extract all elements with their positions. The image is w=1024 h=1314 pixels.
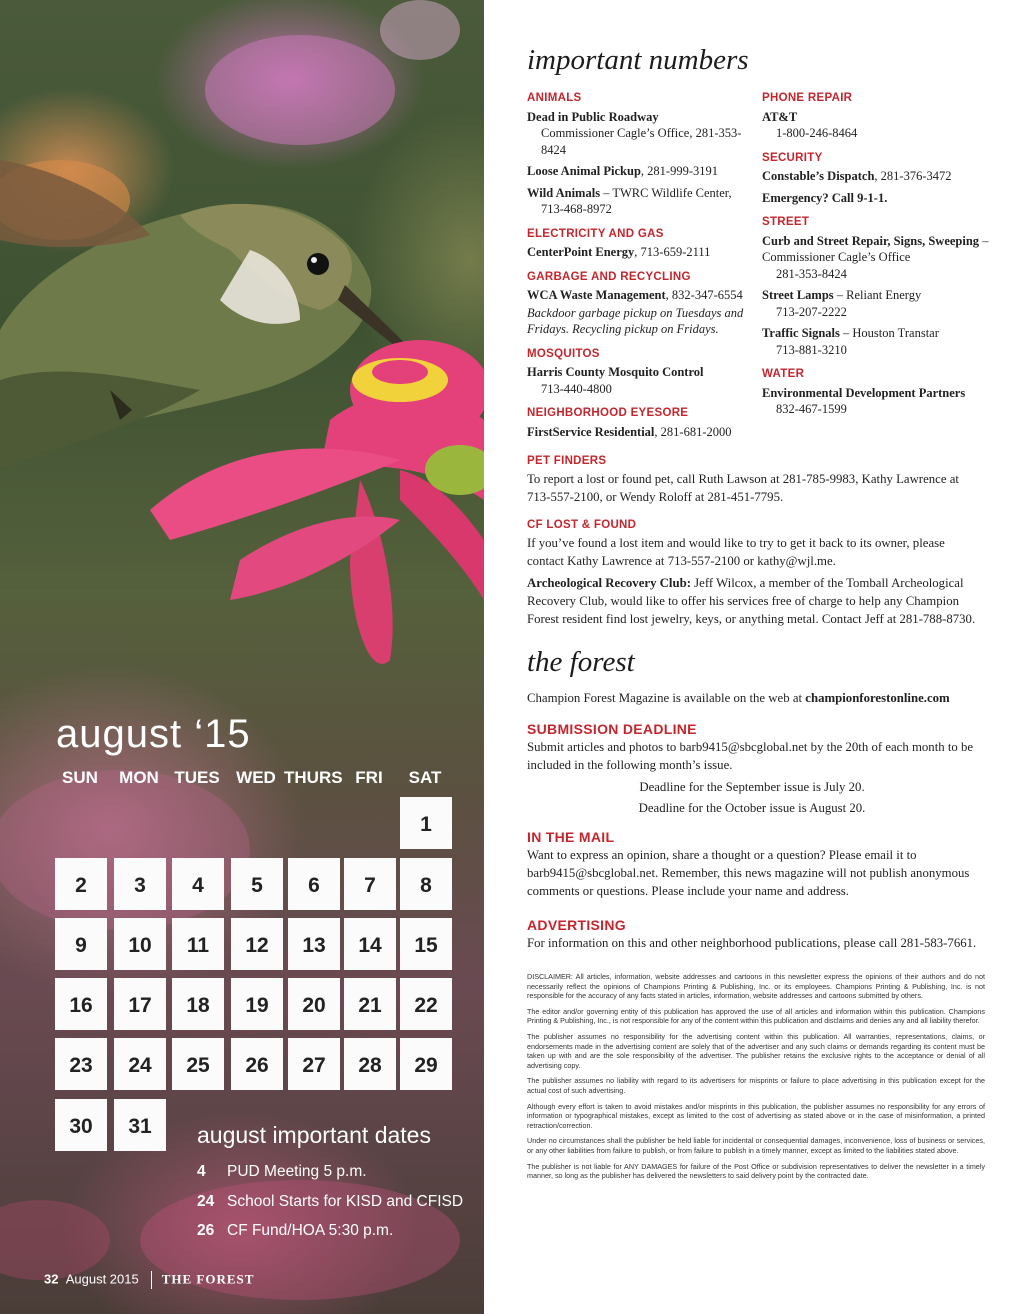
entry-name: Environmental Development Partners bbox=[762, 385, 966, 400]
entry-detail: , 281-376-3472 bbox=[874, 169, 952, 183]
category-heading: PHONE REPAIR bbox=[762, 92, 853, 104]
calendar-day: 7 bbox=[344, 858, 396, 910]
number-entry bbox=[762, 109, 1002, 142]
advertising-heading: ADVERTISING bbox=[527, 917, 626, 933]
number-entry bbox=[527, 163, 752, 180]
category-heading: STREET bbox=[762, 216, 810, 228]
entry-name: Loose Animal Pickup bbox=[527, 164, 641, 178]
recovery-club-block bbox=[527, 574, 977, 628]
entry-detail: – Houston Transtar bbox=[839, 326, 939, 340]
disclaimer-paragraph: Under no circumstances shall the publisher be held liable for incidental or consequential damages, inconvenience, loss of business or services, or any other liabilities from failure to publish, or from failure to publish in a timely manner, except as limited to the liabilities stated above. bbox=[527, 1136, 985, 1155]
number-entry bbox=[762, 190, 1002, 207]
category-heading: NEIGHBORHOOD EYESORE bbox=[527, 407, 689, 419]
entry-name: FirstService Residential bbox=[527, 424, 655, 439]
submission-block bbox=[527, 720, 977, 817]
category-heading: SECURITY bbox=[762, 151, 823, 164]
important-dates-title: august important dates bbox=[197, 1122, 431, 1148]
september-deadline: Deadline for the September issue is July 20. bbox=[639, 780, 865, 794]
number-category bbox=[527, 90, 752, 218]
entry-phone: 713-881-3210 bbox=[776, 342, 847, 357]
number-entry bbox=[527, 424, 752, 441]
calendar-day: 23 bbox=[55, 1038, 107, 1090]
entry-detail: – Commissioner Cagle’s Office bbox=[762, 233, 989, 264]
important-date-item bbox=[197, 1222, 393, 1240]
entry-detail: – TWRC Wildlife Center, bbox=[600, 185, 732, 200]
number-entry bbox=[527, 364, 752, 397]
entry-detail: , 832-347-6554 bbox=[665, 288, 743, 302]
category-heading: MOSQUITOS bbox=[527, 347, 600, 360]
pet-finders-text: To report a lost or found pet, call Ruth Lawson at 281-785-9983, Kathy Lawrence at 713-557-2100, or Wendy Roloff at 281-451-7795. bbox=[527, 472, 959, 504]
entry-phone: 1-800-246-8464 bbox=[776, 126, 858, 140]
lost-found-heading: CF LOST & FOUND bbox=[527, 519, 637, 531]
mail-text: Want to express an opinion, share a thought or a question? Please email it to barb9415@sbcglobal.net. Remember, this news magazine will not publish anonymous comments or questions. Please include your name and address. bbox=[527, 848, 970, 898]
entry-name: Street Lamps bbox=[762, 288, 834, 302]
number-category bbox=[527, 346, 752, 398]
calendar-day: 17 bbox=[114, 978, 166, 1030]
calendar-month-title: august ‘15 bbox=[56, 712, 251, 756]
calendar-day: 9 bbox=[55, 918, 107, 970]
calendar-day: 1 bbox=[400, 797, 452, 849]
advertising-text: For information on this and other neighborhood publications, please call 281-583-7661. bbox=[527, 936, 977, 950]
entry-detail: – Reliant Energy bbox=[833, 288, 922, 302]
calendar-day: 27 bbox=[288, 1038, 340, 1090]
pet-finders-block bbox=[527, 452, 977, 506]
recovery-club-label: Archeological Recovery Club: bbox=[527, 576, 691, 590]
page-footer bbox=[44, 1271, 254, 1289]
disclaimer-paragraph: The publisher assumes no liability with regard to its advertisers for misprints or failure to place advertising in this publication except for the actual cost of such advertising. bbox=[527, 1076, 985, 1095]
entry-name: Harris County Mosquito Control bbox=[527, 365, 704, 379]
disclaimer-paragraph: DISCLAIMER: All articles, information, website addresses and cartoons in this newsletter express the opinions of their authors and do not necessarily reflect the opinions of Champions Printing & Publishing, Inc. or its employees. Champions Printing & Publishing, Inc. is not responsible for the accuracy of any facts stated in articles, information, website addresses and cartoons submitted by others. bbox=[527, 972, 985, 1001]
number-entry bbox=[527, 185, 752, 218]
entry-name: Emergency? Call 9-1-1. bbox=[762, 190, 888, 205]
entry-phone: Commissioner Cagle’s Office, 281-353-8424 bbox=[541, 126, 742, 157]
entry-phone: 281-353-8424 bbox=[776, 266, 847, 281]
calendar-day: 26 bbox=[231, 1038, 283, 1090]
the-forest-title: the forest bbox=[527, 646, 635, 678]
entry-phone: 713-440-4800 bbox=[541, 381, 612, 396]
calendar-day: 25 bbox=[172, 1038, 224, 1090]
weekday-label: TUES bbox=[174, 768, 220, 787]
number-entry bbox=[762, 233, 1002, 283]
calendar-day: 30 bbox=[55, 1099, 107, 1151]
weekday-label: FRI bbox=[355, 768, 383, 787]
important-numbers-title: important numbers bbox=[527, 44, 749, 76]
calendar-day: 6 bbox=[288, 858, 340, 910]
number-entry bbox=[527, 244, 752, 261]
entry-name: CenterPoint Energy bbox=[527, 245, 635, 259]
calendar-day: 12 bbox=[231, 918, 283, 970]
entry-name: Dead in Public Roadway bbox=[527, 109, 659, 124]
entry-phone: 832-467-1599 bbox=[776, 402, 847, 416]
submission-text: Submit articles and photos to barb9415@sbcglobal.net by the 20th of each month to be included in the following month’s issue. bbox=[527, 740, 974, 772]
entry-name: WCA Waste Management bbox=[527, 288, 666, 302]
page-number: 32 bbox=[44, 1271, 59, 1287]
submission-heading: SUBMISSION DEADLINE bbox=[527, 721, 697, 737]
calendar-day: 29 bbox=[400, 1038, 452, 1090]
category-note: Backdoor garbage pickup on Tuesdays and Fridays. Recycling pickup on Fridays. bbox=[527, 305, 744, 336]
weekday-label: SUN bbox=[62, 768, 98, 787]
calendar-day: 16 bbox=[55, 978, 107, 1030]
number-category bbox=[527, 405, 752, 440]
number-entry bbox=[762, 168, 1002, 185]
entry-phone: 713-207-2222 bbox=[776, 304, 847, 319]
numbers-column-left bbox=[527, 90, 752, 448]
calendar-day: 8 bbox=[400, 858, 452, 910]
weekday-label: SAT bbox=[408, 768, 442, 787]
calendar-day: 24 bbox=[114, 1038, 166, 1090]
number-category bbox=[762, 366, 1002, 418]
weekday-label: THURS bbox=[284, 768, 343, 787]
important-date-item bbox=[197, 1193, 463, 1211]
entry-detail: , 281-999-3191 bbox=[640, 164, 718, 178]
disclaimer-block bbox=[527, 972, 985, 1187]
numbers-column-right bbox=[762, 90, 1002, 426]
important-date-text: PUD Meeting 5 p.m. bbox=[227, 1163, 367, 1180]
calendar-panel bbox=[0, 0, 484, 1314]
entry-name: Traffic Signals bbox=[762, 326, 840, 340]
calendar-day: 3 bbox=[114, 858, 166, 910]
category-heading: ANIMALS bbox=[527, 92, 582, 104]
disclaimer-paragraph: Although every effort is taken to avoid mistakes and/or misprints in this publication, the publisher assumes no responsibility for any errors of information or typographical mistakes, except as limited to the cost of advertising as stated above or in the case of misinformation, a printed retraction/correction. bbox=[527, 1101, 985, 1130]
number-category bbox=[527, 269, 752, 338]
entry-detail: , 281-681-2000 bbox=[654, 424, 732, 439]
web-availability-text: Champion Forest Magazine is available on the web at bbox=[527, 691, 806, 705]
entry-phone: 713-468-8972 bbox=[541, 202, 612, 216]
important-date-text: School Starts for KISD and CFISD bbox=[227, 1193, 464, 1210]
calendar-day: 22 bbox=[400, 978, 452, 1030]
calendar-day: 18 bbox=[172, 978, 224, 1030]
weekday-label: MON bbox=[119, 768, 159, 787]
number-entry bbox=[762, 325, 1002, 358]
number-category bbox=[527, 226, 752, 261]
category-heading: GARBAGE AND RECYCLING bbox=[527, 270, 691, 283]
important-date-text: CF Fund/HOA 5:30 p.m. bbox=[227, 1222, 394, 1239]
important-date-day: 24 bbox=[197, 1193, 215, 1210]
number-category bbox=[762, 90, 1002, 142]
calendar-day: 19 bbox=[231, 978, 283, 1030]
number-entry bbox=[762, 287, 1002, 320]
calendar-day: 2 bbox=[55, 858, 107, 910]
number-category bbox=[762, 214, 1002, 358]
disclaimer-paragraph: The editor and/or governing entity of this publication has approved the use of all articles and information within this publication. Champions Printing & Publishing, Inc., is not responsible for any of the content within this publication and disclaims and denies any and all liability therefor. bbox=[527, 1006, 985, 1026]
calendar-day: 5 bbox=[231, 858, 283, 910]
calendar-day: 31 bbox=[114, 1099, 166, 1151]
october-deadline: Deadline for the October issue is August 20. bbox=[638, 801, 866, 815]
calendar-day: 4 bbox=[172, 858, 224, 910]
number-entry bbox=[762, 385, 1002, 418]
mail-heading: IN THE MAIL bbox=[527, 829, 615, 845]
important-date-item bbox=[197, 1163, 367, 1181]
number-category bbox=[762, 150, 1002, 207]
recovery-club-text: Jeff Wilcox, a member of the Tomball Archeological Recovery Club, would like to offer his services free of charge to help any Champion Forest resident find lost jewelry, keys, or anything metal. Contact Jeff at 281-788-8730. bbox=[527, 576, 976, 626]
number-entry bbox=[527, 109, 752, 159]
footer-magazine-name: THE FOREST bbox=[161, 1271, 255, 1287]
important-date-day: 26 bbox=[197, 1222, 215, 1239]
calendar-day: 14 bbox=[344, 918, 396, 970]
calendar-day: 13 bbox=[288, 918, 340, 970]
website-link[interactable]: championforestonline.com bbox=[805, 691, 950, 705]
pet-finders-heading: PET FINDERS bbox=[527, 455, 607, 467]
entry-name: AT&T bbox=[762, 109, 798, 124]
advertising-block bbox=[527, 916, 977, 952]
mail-block bbox=[527, 828, 977, 900]
lost-found-text: If you’ve found a lost item and would like to try to get it back to its owner, please contact Kathy Lawrence at 713-557-2100 or kathy@wjl.me. bbox=[527, 536, 945, 568]
category-heading: WATER bbox=[762, 368, 805, 380]
weekday-label: WED bbox=[236, 768, 276, 787]
number-entry bbox=[527, 287, 752, 304]
web-availability-line bbox=[527, 689, 977, 707]
entry-detail: , 713-659-2111 bbox=[634, 245, 711, 259]
footer-date: August 2015 bbox=[65, 1271, 139, 1287]
category-heading: ELECTRICITY AND GAS bbox=[527, 227, 664, 240]
entry-name: Constable’s Dispatch bbox=[762, 169, 875, 183]
calendar-day: 10 bbox=[114, 918, 166, 970]
footer-divider bbox=[151, 1271, 152, 1289]
disclaimer-paragraph: The publisher assumes no responsibility for the advertising content within this publication. All warranties, representations, claims, or endorsements made in the advertising content are solely that of the advertiser and any such claims or demands regarding its content must be taken up with and are the sole responsibility of the advertiser. The publisher retains the exclusive rights to the acceptance or denial of all advertising copy. bbox=[527, 1031, 985, 1070]
calendar-day: 20 bbox=[288, 978, 340, 1030]
calendar-day: 28 bbox=[344, 1038, 396, 1090]
lost-found-block bbox=[527, 516, 977, 570]
disclaimer-paragraph: The publisher is not liable for ANY DAMAGES for failure of the Post Office or subdivision representatives to deliver the newsletter in a timely manner, so long as the publisher has delivered the newsletters to said delivery point by the contracted date. bbox=[527, 1161, 985, 1181]
entry-name: Wild Animals bbox=[527, 185, 601, 200]
important-date-day: 4 bbox=[197, 1163, 206, 1180]
calendar-day: 21 bbox=[344, 978, 396, 1030]
entry-name: Curb and Street Repair, Signs, Sweeping bbox=[762, 233, 980, 248]
calendar-day: 11 bbox=[172, 918, 224, 970]
calendar-day: 15 bbox=[400, 918, 452, 970]
content-panel bbox=[484, 0, 1024, 1314]
